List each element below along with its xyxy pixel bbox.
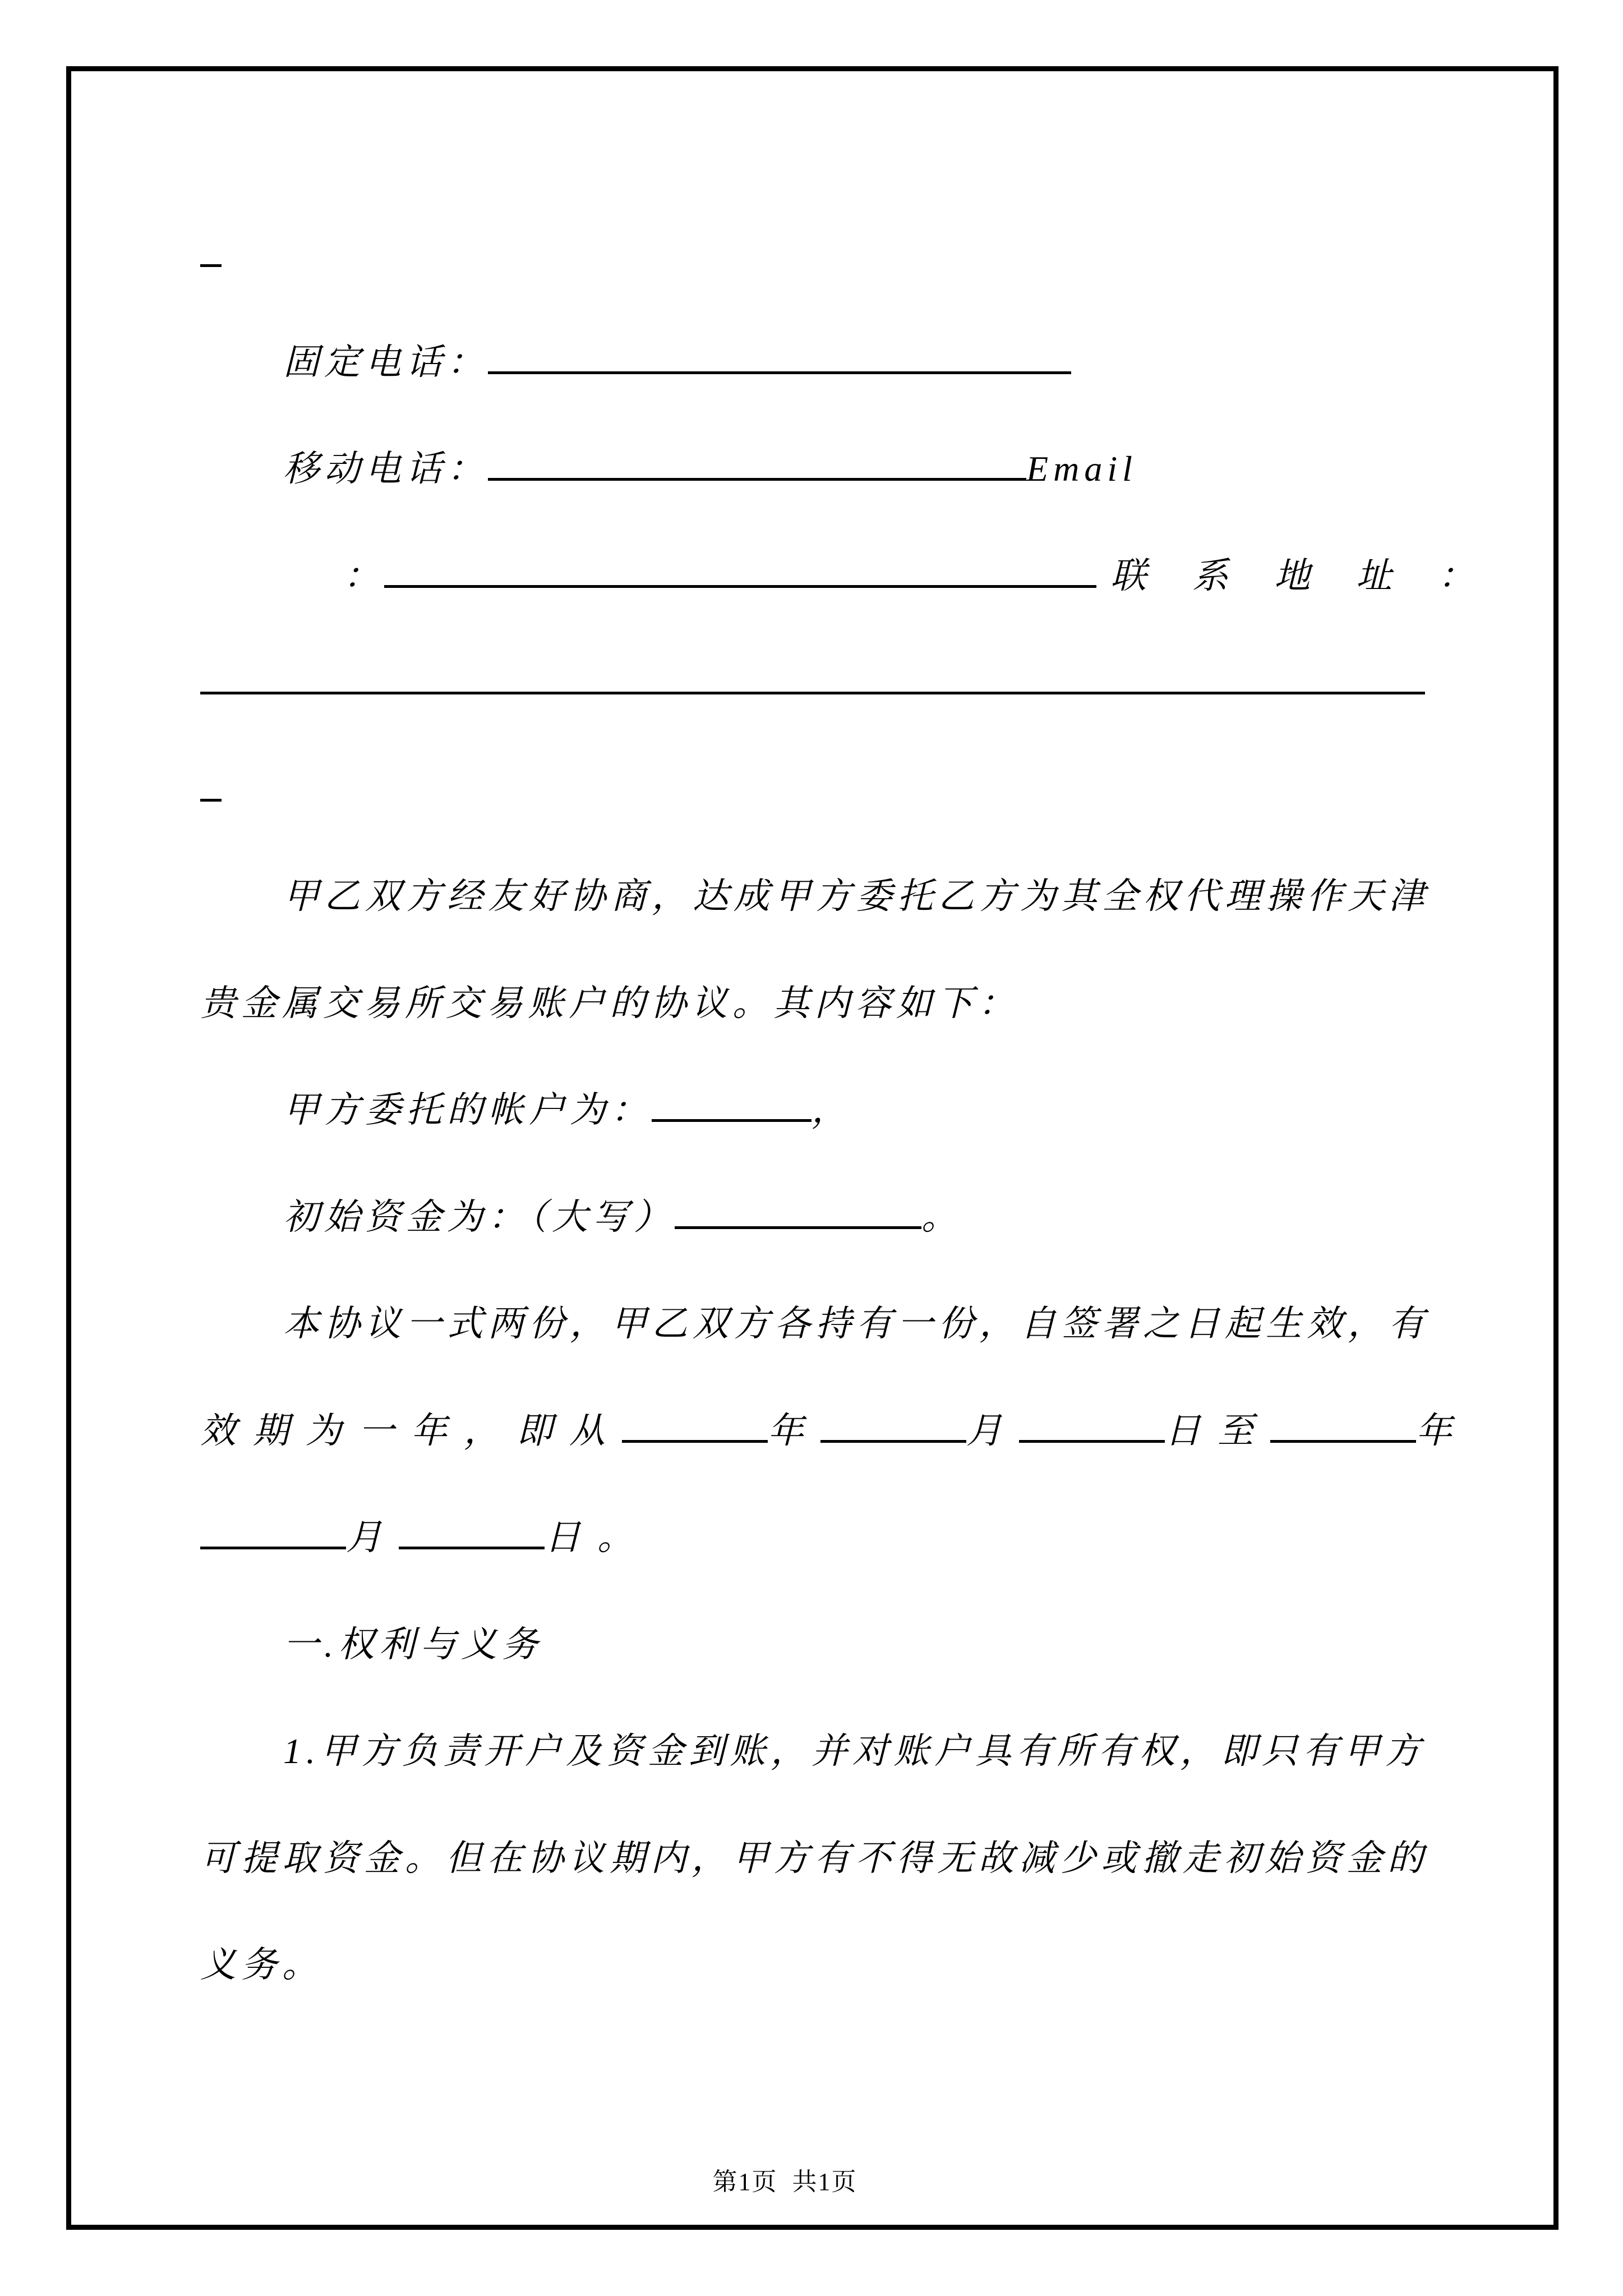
text-run: 甲方委托的帐户为： xyxy=(283,1090,652,1130)
blank-underline xyxy=(820,1440,966,1443)
blank-underline xyxy=(384,585,1096,588)
document-lines xyxy=(71,71,1553,2225)
text-run: 1.甲方负责开户及资金到账，并对账户具有所有权，即只有甲方 xyxy=(283,1731,1426,1771)
page-border-frame xyxy=(66,66,1559,2230)
text-run: 贵金属交易所交易账户的协议。其内容如下： xyxy=(200,983,1019,1023)
blank-underline xyxy=(488,478,1026,481)
footer-page-label: 第1页 共1页 xyxy=(712,2168,857,2196)
text-run: 甲乙双方经友好协商，达成甲方委托乙方为其全权代理操作天津 xyxy=(283,876,1430,916)
document-line xyxy=(200,1164,1458,1271)
text-run: 年 xyxy=(768,1410,820,1451)
text-run: Email xyxy=(1026,449,1137,489)
text-run: 。 xyxy=(921,1197,962,1237)
blank-underline xyxy=(622,1440,768,1443)
document-line xyxy=(200,1057,1458,1164)
blank-underline xyxy=(652,1119,811,1122)
document-line xyxy=(200,202,1458,309)
document-line xyxy=(200,1912,1458,2019)
document-line xyxy=(200,523,1520,630)
page-footer xyxy=(71,2132,1553,2233)
text-run: 初始资金为：（大写） xyxy=(283,1197,675,1237)
text-run: 月 xyxy=(346,1517,399,1557)
text-run: 本协议一式两份，甲乙双方各持有一份，自签署之日起生效，有 xyxy=(283,1304,1430,1343)
text-run: ： xyxy=(343,555,384,596)
text-run: 年 xyxy=(1416,1410,1469,1451)
document-line xyxy=(200,1805,1458,1912)
blank-underline xyxy=(488,371,1071,374)
document-line xyxy=(200,1698,1458,1805)
text-run: 移动电话： xyxy=(283,449,488,489)
document-line xyxy=(200,629,1458,737)
blank-underline xyxy=(200,799,222,802)
document-line xyxy=(200,1378,1469,1485)
blank-underline xyxy=(200,692,1425,694)
blank-underline xyxy=(200,264,222,267)
text-run: 固定电话： xyxy=(283,342,488,382)
text-run: 可提取资金。但在协议期内，甲方有不得无故减少或撤走初始资金的 xyxy=(200,1838,1428,1878)
text-run: 效期为一年，即从 xyxy=(200,1410,622,1451)
text-run: 日。 xyxy=(545,1517,650,1557)
blank-underline xyxy=(200,1547,346,1549)
blank-underline xyxy=(1270,1440,1416,1443)
text-run: 月 xyxy=(966,1410,1019,1451)
document-line xyxy=(200,1271,1458,1378)
document-line xyxy=(200,1591,1458,1699)
text-run: 日至 xyxy=(1165,1410,1270,1451)
blank-underline xyxy=(399,1547,545,1549)
document-line xyxy=(200,416,1458,523)
text-run-spread: 联系地址： xyxy=(1110,555,1520,596)
blank-underline xyxy=(1019,1440,1165,1443)
document-line xyxy=(200,950,1458,1057)
document-line xyxy=(200,309,1458,416)
text-run: 义务。 xyxy=(200,1945,323,1985)
text-run: ， xyxy=(811,1090,852,1130)
blank-underline xyxy=(675,1226,921,1229)
text-run: 一.权利与义务 xyxy=(283,1624,543,1664)
document-line xyxy=(200,1484,1458,1591)
document-line xyxy=(200,737,1458,844)
document-line xyxy=(200,843,1458,950)
